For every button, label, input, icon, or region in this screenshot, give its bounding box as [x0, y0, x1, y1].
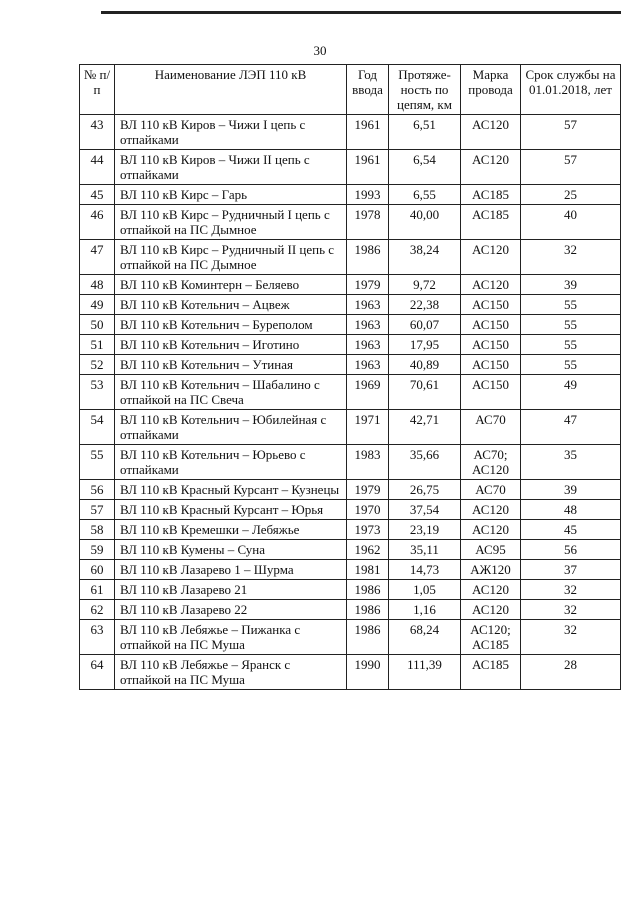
wire-grade: АС120 [461, 115, 521, 150]
year-commissioned: 1986 [347, 620, 389, 655]
wire-grade: АС150 [461, 315, 521, 335]
row-number: 50 [80, 315, 115, 335]
year-commissioned: 1969 [347, 375, 389, 410]
line-name: ВЛ 110 кВ Лебяжье – Яранск с отпайкой на ПС Муша [115, 655, 347, 690]
line-name: ВЛ 110 кВ Котельнич – Утиная [115, 355, 347, 375]
line-name: ВЛ 110 кВ Кумены – Суна [115, 540, 347, 560]
table-row [80, 240, 621, 275]
table-row [80, 115, 621, 150]
row-number: 49 [80, 295, 115, 315]
line-length: 6,54 [389, 150, 461, 185]
line-length: 26,75 [389, 480, 461, 500]
year-commissioned: 1986 [347, 600, 389, 620]
service-life: 55 [521, 335, 621, 355]
row-number: 63 [80, 620, 115, 655]
table-row [80, 335, 621, 355]
line-length: 6,51 [389, 115, 461, 150]
row-number: 59 [80, 540, 115, 560]
top-rule [101, 11, 621, 14]
year-commissioned: 1983 [347, 445, 389, 480]
wire-grade: АС95 [461, 540, 521, 560]
row-number: 44 [80, 150, 115, 185]
table-row [80, 560, 621, 580]
header-length: Протяже-ность по цепям, км [389, 65, 461, 115]
header-name: Наименование ЛЭП 110 кВ [115, 65, 347, 115]
table-row [80, 445, 621, 480]
service-life: 35 [521, 445, 621, 480]
year-commissioned: 1963 [347, 295, 389, 315]
year-commissioned: 1962 [347, 540, 389, 560]
table-row [80, 275, 621, 295]
year-commissioned: 1970 [347, 500, 389, 520]
row-number: 56 [80, 480, 115, 500]
year-commissioned: 1971 [347, 410, 389, 445]
service-life: 57 [521, 150, 621, 185]
row-number: 54 [80, 410, 115, 445]
line-length: 23,19 [389, 520, 461, 540]
wire-grade: АС185 [461, 205, 521, 240]
table-row [80, 205, 621, 240]
service-life: 32 [521, 580, 621, 600]
line-length: 22,38 [389, 295, 461, 315]
wire-grade: АС150 [461, 335, 521, 355]
line-name: ВЛ 110 кВ Лазарево 21 [115, 580, 347, 600]
wire-grade: АС120 [461, 580, 521, 600]
row-number: 52 [80, 355, 115, 375]
line-name: ВЛ 110 кВ Киров – Чижи II цепь с отпайками [115, 150, 347, 185]
year-commissioned: 1993 [347, 185, 389, 205]
wire-grade: АС70; АС120 [461, 445, 521, 480]
wire-grade: АС120 [461, 600, 521, 620]
line-name: ВЛ 110 кВ Красный Курсант – Кузнецы [115, 480, 347, 500]
wire-grade: АС150 [461, 295, 521, 315]
row-number: 55 [80, 445, 115, 480]
line-length: 37,54 [389, 500, 461, 520]
service-life: 55 [521, 355, 621, 375]
line-length: 1,16 [389, 600, 461, 620]
table-row [80, 540, 621, 560]
page-number: 30 [313, 43, 327, 58]
table-row [80, 620, 621, 655]
row-number: 45 [80, 185, 115, 205]
service-life: 45 [521, 520, 621, 540]
wire-grade: АС70 [461, 480, 521, 500]
line-length: 38,24 [389, 240, 461, 275]
line-name: ВЛ 110 кВ Котельнич – Шабалино с отпайкой на ПС Свеча [115, 375, 347, 410]
year-commissioned: 1990 [347, 655, 389, 690]
row-number: 57 [80, 500, 115, 520]
wire-grade: АС150 [461, 375, 521, 410]
line-length: 6,55 [389, 185, 461, 205]
line-length: 1,05 [389, 580, 461, 600]
row-number: 51 [80, 335, 115, 355]
row-number: 43 [80, 115, 115, 150]
table-row [80, 580, 621, 600]
header-num: № п/п [80, 65, 115, 115]
service-life: 49 [521, 375, 621, 410]
table-row [80, 500, 621, 520]
line-name: ВЛ 110 кВ Лазарево 1 – Шурма [115, 560, 347, 580]
year-commissioned: 1963 [347, 355, 389, 375]
line-length: 111,39 [389, 655, 461, 690]
line-name: ВЛ 110 кВ Киров – Чижи I цепь с отпайками [115, 115, 347, 150]
year-commissioned: 1979 [347, 275, 389, 295]
table-row [80, 375, 621, 410]
power-lines-table [79, 64, 621, 690]
row-number: 46 [80, 205, 115, 240]
table-row [80, 315, 621, 335]
year-commissioned: 1986 [347, 580, 389, 600]
table-row [80, 410, 621, 445]
year-commissioned: 1961 [347, 115, 389, 150]
wire-grade: АС150 [461, 355, 521, 375]
row-number: 53 [80, 375, 115, 410]
line-name: ВЛ 110 кВ Кремешки – Лебяжье [115, 520, 347, 540]
table-header-row [80, 65, 621, 115]
service-life: 32 [521, 240, 621, 275]
service-life: 32 [521, 600, 621, 620]
line-length: 9,72 [389, 275, 461, 295]
service-life: 48 [521, 500, 621, 520]
table-row [80, 480, 621, 500]
wire-grade: АС185 [461, 185, 521, 205]
row-number: 47 [80, 240, 115, 275]
service-life: 39 [521, 275, 621, 295]
row-number: 58 [80, 520, 115, 540]
wire-grade: АС120 [461, 240, 521, 275]
wire-grade: АС120 [461, 520, 521, 540]
table-row [80, 655, 621, 690]
line-name: ВЛ 110 кВ Котельнич – Буреполом [115, 315, 347, 335]
line-name: ВЛ 110 кВ Котельнич – Иготино [115, 335, 347, 355]
wire-grade: АС120; АС185 [461, 620, 521, 655]
line-name: ВЛ 110 кВ Кирс – Рудничный II цепь с отпайкой на ПС Дымное [115, 240, 347, 275]
year-commissioned: 1981 [347, 560, 389, 580]
service-life: 55 [521, 295, 621, 315]
line-name: ВЛ 110 кВ Лазарево 22 [115, 600, 347, 620]
year-commissioned: 1963 [347, 335, 389, 355]
row-number: 64 [80, 655, 115, 690]
table-row [80, 355, 621, 375]
year-commissioned: 1986 [347, 240, 389, 275]
service-life: 56 [521, 540, 621, 560]
line-name: ВЛ 110 кВ Котельнич – Юбилейная с отпайками [115, 410, 347, 445]
table-row [80, 295, 621, 315]
wire-grade: АЖ120 [461, 560, 521, 580]
line-length: 68,24 [389, 620, 461, 655]
table-row [80, 150, 621, 185]
line-name: ВЛ 110 кВ Лебяжье – Пижанка с отпайкой на ПС Муша [115, 620, 347, 655]
year-commissioned: 1973 [347, 520, 389, 540]
line-name: ВЛ 110 кВ Котельнич – Юрьево с отпайками [115, 445, 347, 480]
header-year: Год ввода [347, 65, 389, 115]
row-number: 48 [80, 275, 115, 295]
line-name: ВЛ 110 кВ Кирс – Гарь [115, 185, 347, 205]
row-number: 62 [80, 600, 115, 620]
service-life: 25 [521, 185, 621, 205]
year-commissioned: 1963 [347, 315, 389, 335]
service-life: 32 [521, 620, 621, 655]
wire-grade: АС70 [461, 410, 521, 445]
service-life: 39 [521, 480, 621, 500]
line-name: ВЛ 110 кВ Кирс – Рудничный I цепь с отпайкой на ПС Дымное [115, 205, 347, 240]
line-length: 42,71 [389, 410, 461, 445]
year-commissioned: 1961 [347, 150, 389, 185]
table-row [80, 185, 621, 205]
service-life: 37 [521, 560, 621, 580]
line-length: 70,61 [389, 375, 461, 410]
service-life: 28 [521, 655, 621, 690]
line-length: 35,11 [389, 540, 461, 560]
table-row [80, 520, 621, 540]
service-life: 55 [521, 315, 621, 335]
year-commissioned: 1978 [347, 205, 389, 240]
header-wire: Марка провода [461, 65, 521, 115]
line-name: ВЛ 110 кВ Красный Курсант – Юрья [115, 500, 347, 520]
line-length: 40,00 [389, 205, 461, 240]
line-length: 60,07 [389, 315, 461, 335]
year-commissioned: 1979 [347, 480, 389, 500]
wire-grade: АС120 [461, 150, 521, 185]
line-length: 35,66 [389, 445, 461, 480]
service-life: 47 [521, 410, 621, 445]
line-name: ВЛ 110 кВ Котельнич – Ацвеж [115, 295, 347, 315]
wire-grade: АС120 [461, 275, 521, 295]
service-life: 40 [521, 205, 621, 240]
header-service-life: Срок службы на 01.01.2018, лет [521, 65, 621, 115]
line-length: 40,89 [389, 355, 461, 375]
wire-grade: АС120 [461, 500, 521, 520]
line-length: 14,73 [389, 560, 461, 580]
wire-grade: АС185 [461, 655, 521, 690]
row-number: 60 [80, 560, 115, 580]
row-number: 61 [80, 580, 115, 600]
line-name: ВЛ 110 кВ Коминтерн – Беляево [115, 275, 347, 295]
line-length: 17,95 [389, 335, 461, 355]
service-life: 57 [521, 115, 621, 150]
table-row [80, 600, 621, 620]
